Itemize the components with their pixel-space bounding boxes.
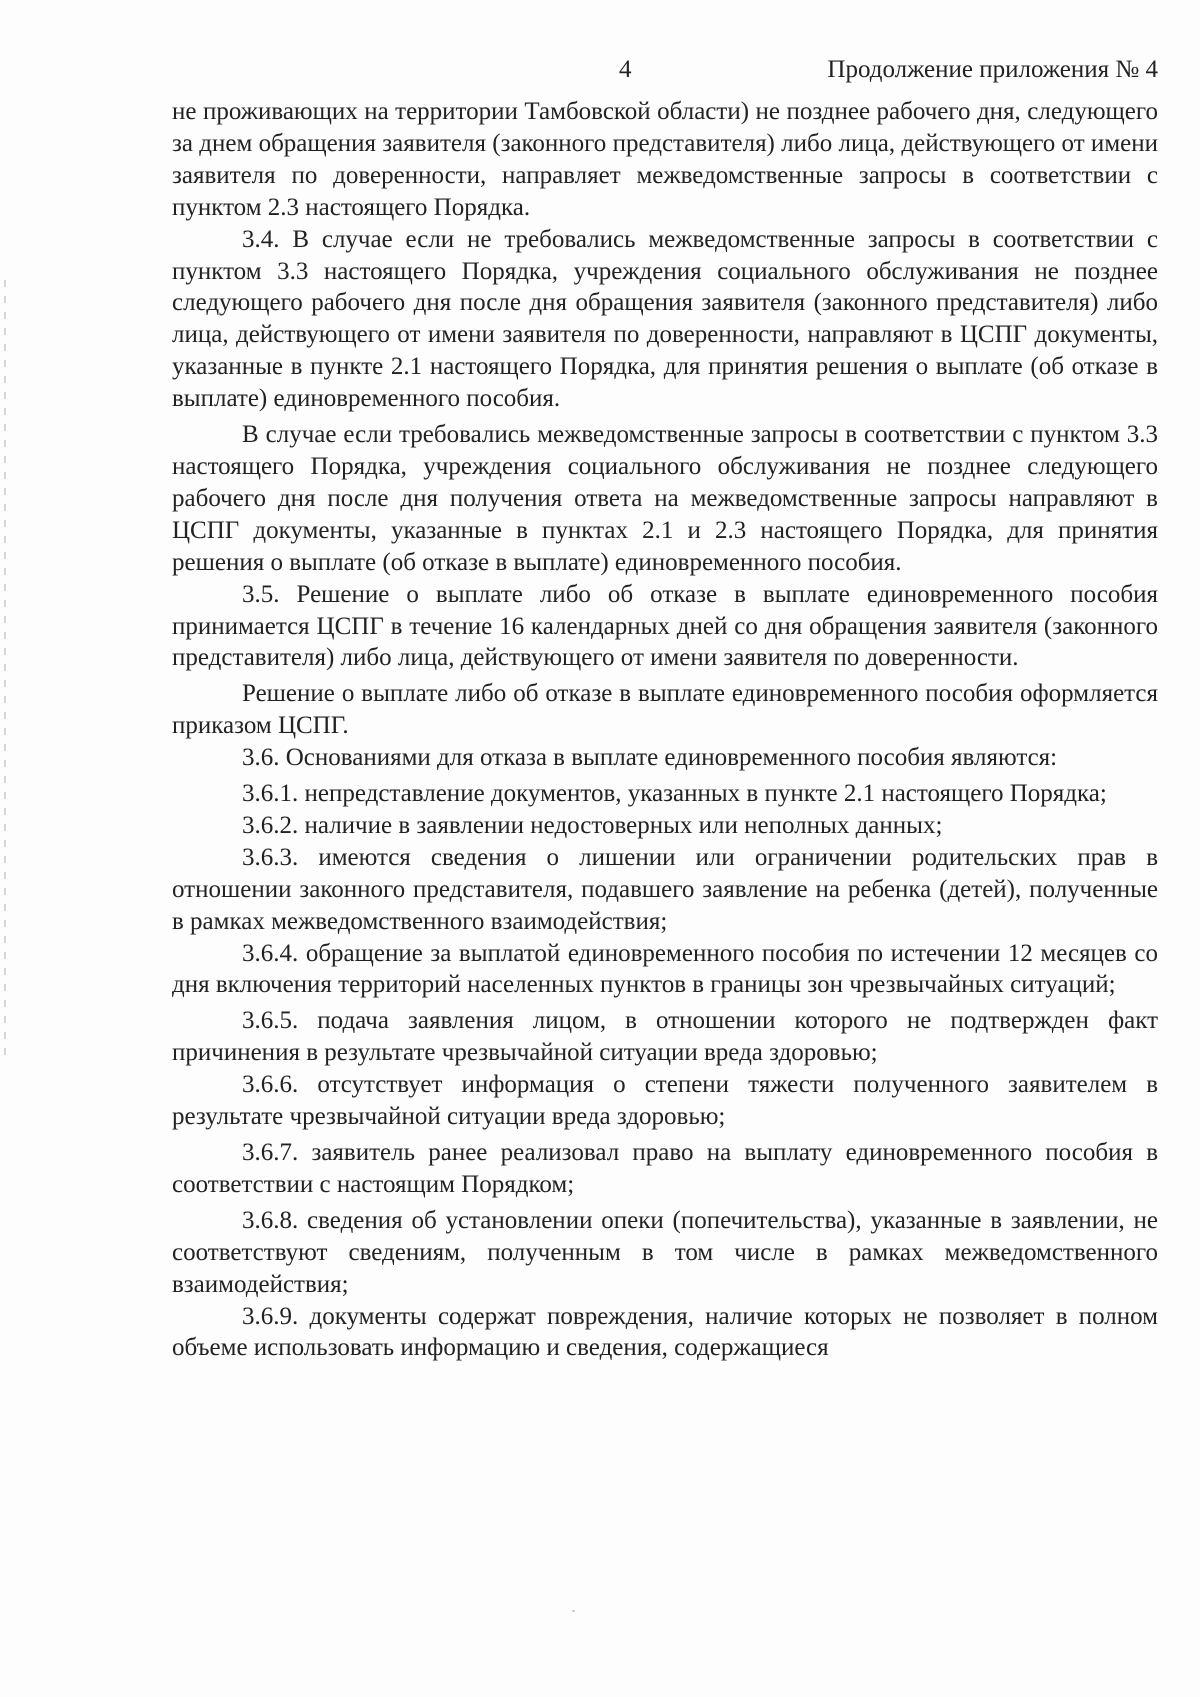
paragraph-3-6-1: 3.6.1. непредставление документов, указанных в пункте 2.1 настоящего Порядка; <box>242 780 1107 808</box>
scan-binding-edge <box>4 280 6 1060</box>
paragraph-3-6-9: 3.6.9. документы содержат повреждения, наличие которых не позволяет в полном объеме использовать информацию и сведения, содержащиеся <box>172 1302 1158 1362</box>
paragraph-3-6-6: 3.6.6. отсутствует информация о степени тяжести полученного заявителем в результате чрезвычайной ситуации вреда здоровью; <box>172 1071 1158 1131</box>
paragraph-3-6: 3.6. Основаниями для отказа в выплате единовременного пособия являются: <box>242 744 1058 772</box>
paragraph-3-4-second: В случае если требовались межведомственные запросы в соответствии с пунктом 3.3 настоящего Порядка, учреждения социального обслуживания не позднее следующего рабочего дня после дня получения ответа на межведомственные запросы направляют в ЦСПГ документы, указанные в пунктах 2.1 и 2.3 настоящего Порядка, для принятия решения о выплате (об отказе в выплате) единовременного пособия. <box>172 421 1158 576</box>
appendix-continuation-label: Продолжение приложения № 4 <box>827 56 1158 83</box>
paragraph-continued: не проживающих на территории Тамбовской области) не позднее рабочего дня, следующего за днем обращения заявителя (законного представителя) либо лица, действующего от имени заявителя по доверенности, направляет межведомственные запросы в соответствии с пунктом 2.3 настоящего Порядка. <box>172 98 1158 221</box>
paragraph-3-5-second: Решение о выплате либо об отказе в выплате единовременного пособия оформляется приказом ЦСПГ. <box>172 680 1158 740</box>
page-header <box>172 56 1158 96</box>
paragraph-3-6-5: 3.6.5. подача заявления лицом, в отношении которого не подтвержден факт причинения в результате чрезвычайной ситуации вреда здоровью; <box>172 1007 1158 1067</box>
paragraph-3-4: 3.4. В случае если не требовались межведомственные запросы в соответствии с пунктом 3.3 настоящего Порядка, учреждения социального обслуживания не позднее следующего рабочего дня после дня обращения заявителя (законного представителя) либо лица, действующего от имени заявителя по доверенности, направляют в ЦСПГ документы, указанные в пункте 2.1 настоящего Порядка, для принятия решения о выплате (об отказе в выплате) единовременного пособия. <box>172 225 1158 413</box>
paragraph-3-6-8: 3.6.8. сведения об установлении опеки (попечительства), указанные в заявлении, не соответствуют сведениям, полученным в том числе в рамках межведомственного взаимодействия; <box>172 1206 1158 1298</box>
paragraph-3-5: 3.5. Решение о выплате либо об отказе в выплате единовременного пособия принимается ЦСПГ в течение 16 календарных дней со дня обращения заявителя (законного представителя) либо лица, действующего от имени заявителя по доверенности. <box>172 580 1158 672</box>
scan-speck <box>572 1610 575 1612</box>
paragraph-3-6-2: 3.6.2. наличие в заявлении недостоверных или неполных данных; <box>242 811 943 839</box>
paragraph-3-6-4: 3.6.4. обращение за выплатой единовременного пособия по истечении 12 месяцев со дня включения территорий населенных пунктов в границы зон чрезвычайных ситуаций; <box>172 939 1158 999</box>
paragraph-3-6-3: 3.6.3. имеются сведения о лишении или ограничении родительских прав в отношении законного представителя, подавшего заявление на ребенка (детей), полученные в рамках межведомственного взаимодействия; <box>172 843 1158 935</box>
document-body <box>172 96 1158 1364</box>
paragraph-3-6-7: 3.6.7. заявитель ранее реализовал право на выплату единовременного пособия в соответствии с настоящим Порядком; <box>172 1139 1158 1198</box>
page-number: 4 <box>619 56 632 83</box>
